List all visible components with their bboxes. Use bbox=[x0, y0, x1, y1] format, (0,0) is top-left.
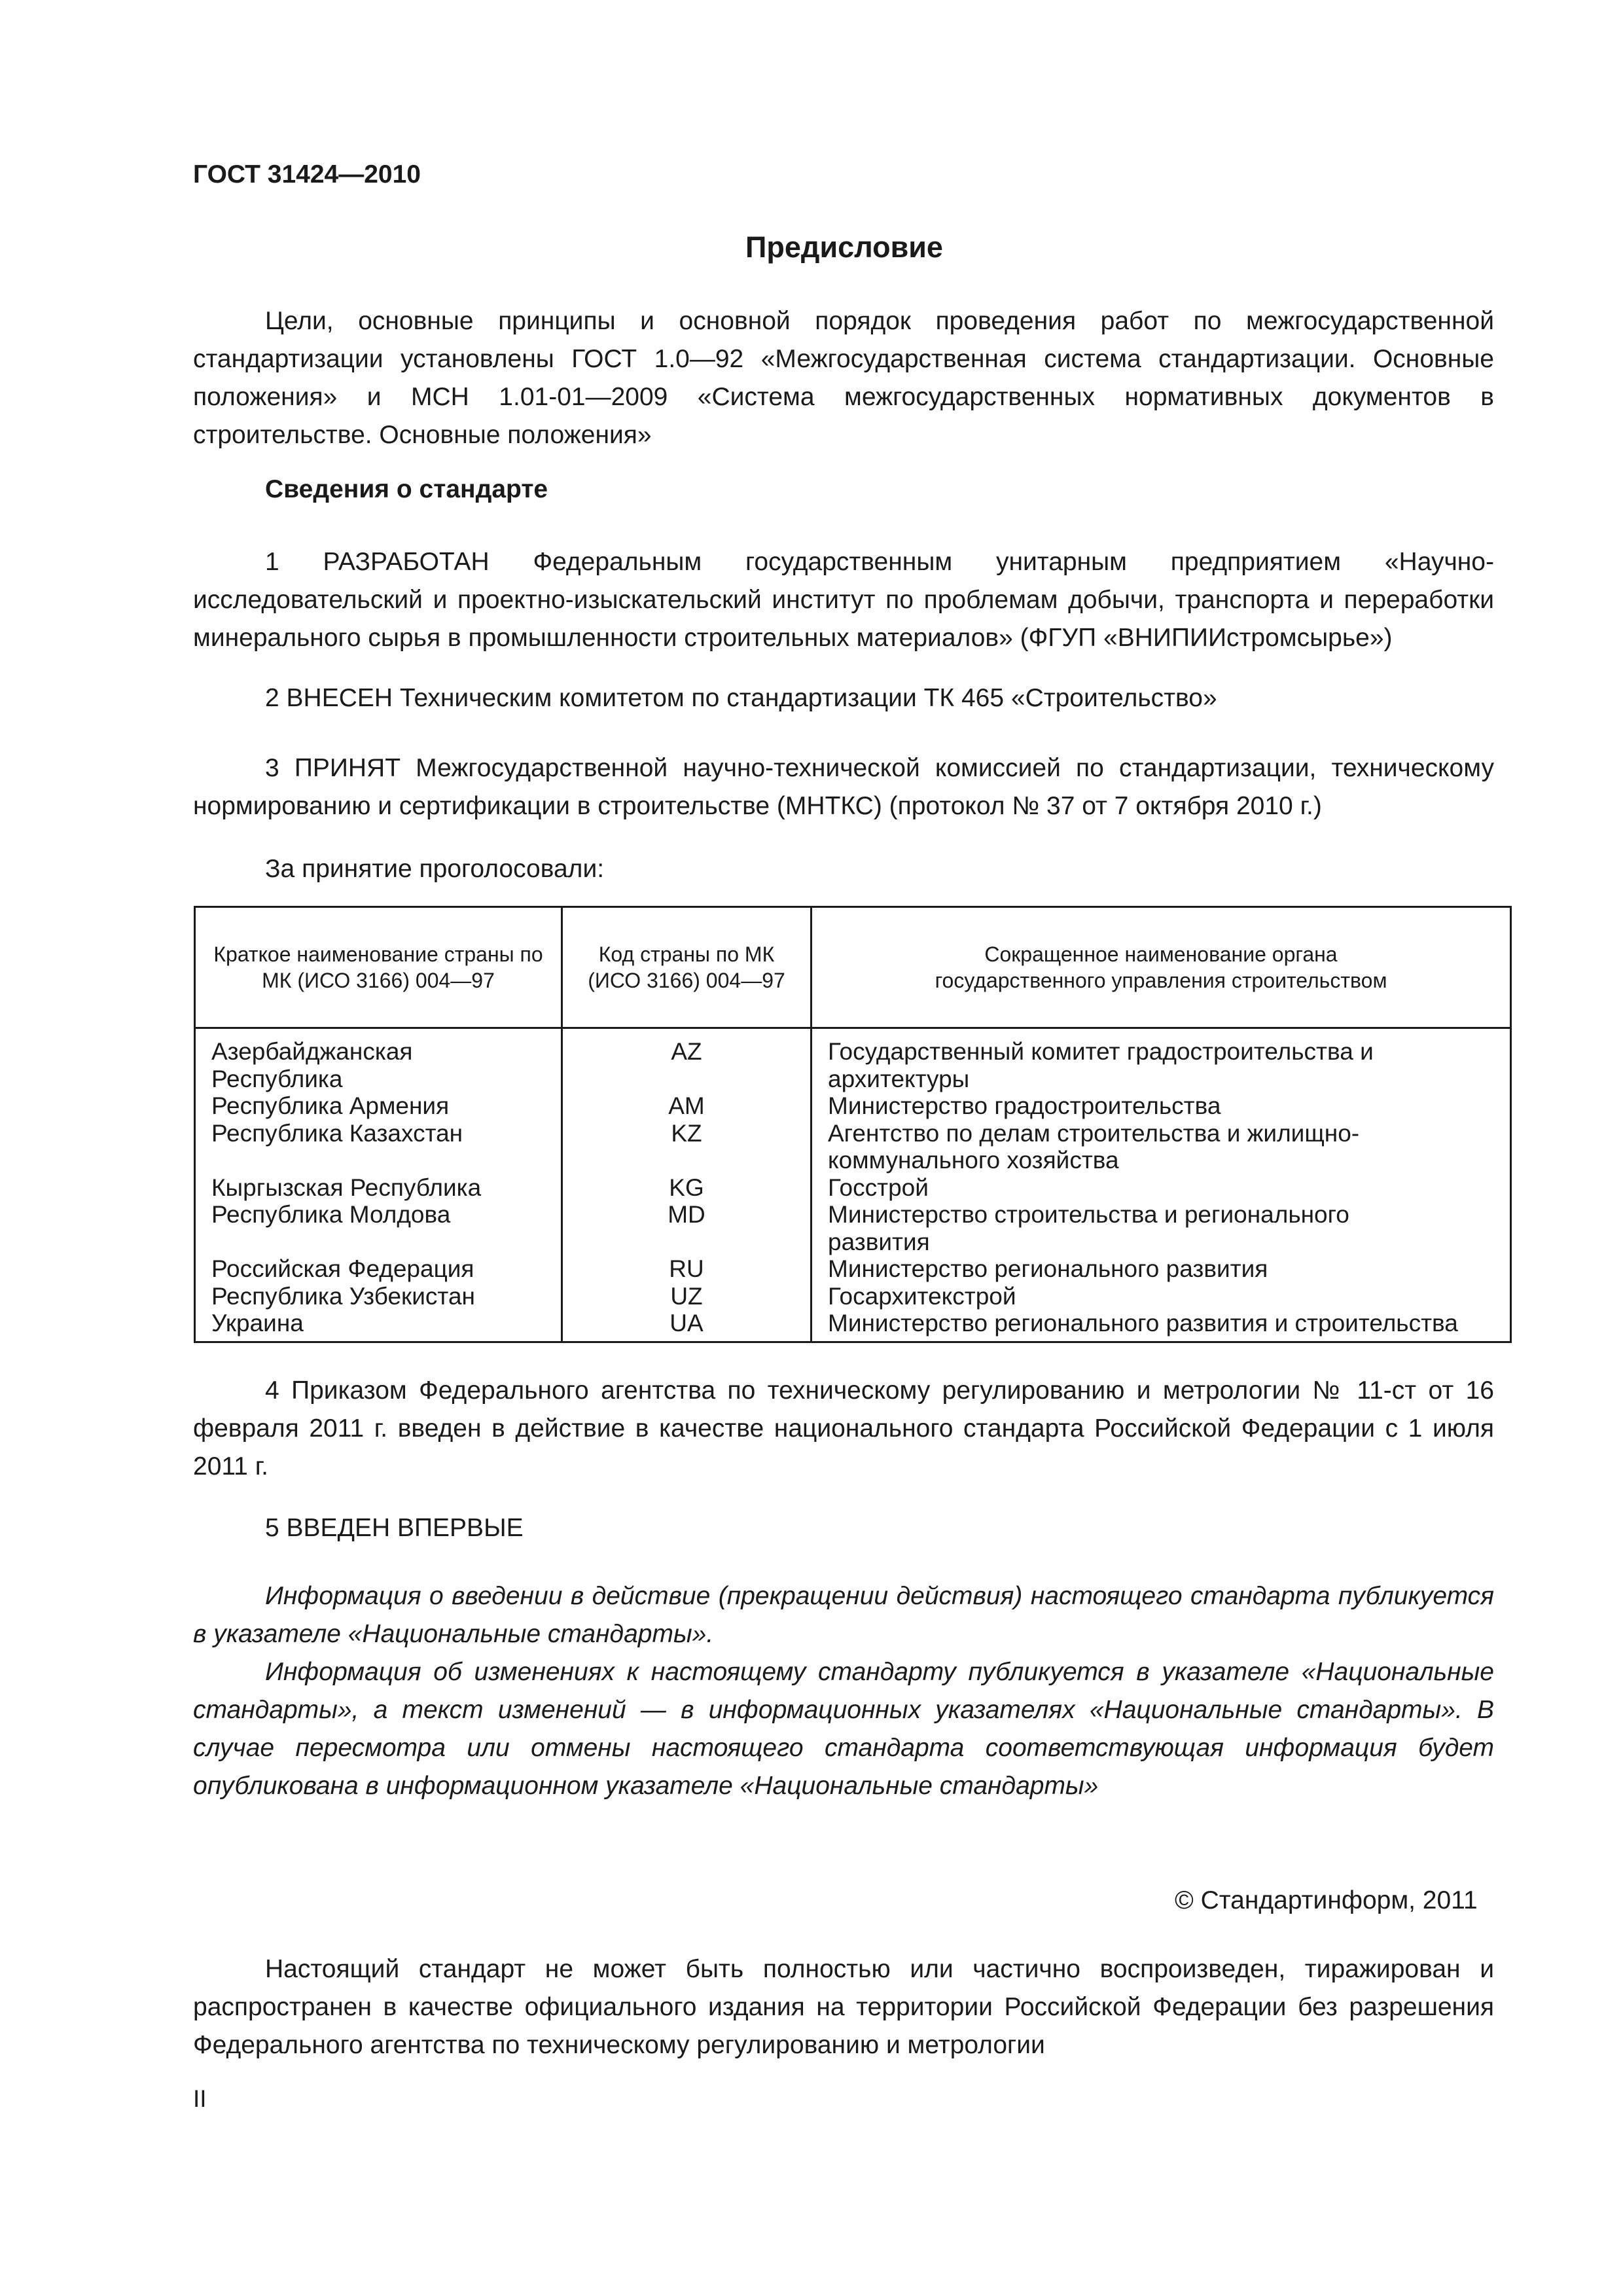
table-row bbox=[195, 1255, 1511, 1283]
country-cell: Республика Молдова bbox=[195, 1201, 562, 1255]
voted-label: За принятие проголосовали: bbox=[265, 855, 605, 883]
table-row bbox=[195, 1028, 1511, 1093]
header-country-name: Краткое наименование страны по МК (ИСО 3166) 004—97 bbox=[195, 907, 562, 1028]
authority-cell: Госархитекстрой bbox=[812, 1283, 1511, 1310]
copyright-line: © Стандартинформ, 2011 bbox=[1175, 1886, 1478, 1914]
country-cell: Российская Федерация bbox=[195, 1255, 562, 1283]
table-row bbox=[195, 1310, 1511, 1342]
item-4-text: 4 Приказом Федерального агентства по техническому регулированию и метрологии № 11-ст от 16 февраля 2011 г. введен в действие в качестве национального стандарта Российской Федерации с 1 июля 2011 г. bbox=[193, 1376, 1494, 1480]
table-row bbox=[195, 1120, 1511, 1174]
voting-countries-table bbox=[194, 906, 1512, 1343]
intro-paragraph bbox=[193, 302, 1494, 454]
item-4-paragraph bbox=[193, 1372, 1494, 1486]
table-header-row bbox=[195, 907, 1511, 1028]
code-cell: AZ bbox=[562, 1028, 812, 1093]
code-cell: RU bbox=[562, 1255, 812, 1283]
information-notes bbox=[193, 1577, 1494, 1805]
table-row bbox=[195, 1283, 1511, 1310]
item-3-text: 3 ПРИНЯТ Межгосударственной научно-технической комиссией по стандартизации, техническому нормированию и сертификации в строительстве (МНТКС) (протокол № 37 от 7 октября 2010 г.) bbox=[193, 754, 1494, 820]
code-cell: UA bbox=[562, 1310, 812, 1342]
code-cell: AM bbox=[562, 1092, 812, 1120]
authority-cell: Министерство строительства и регионального развития bbox=[812, 1201, 1511, 1255]
reproduction-notice bbox=[193, 1950, 1494, 2064]
header-authority: Сокращенное наименование органа государственного управления строительством bbox=[812, 907, 1511, 1028]
item-2-text: 2 ВНЕСЕН Техническим комитетом по стандартизации ТК 465 «Строительство» bbox=[265, 684, 1217, 712]
country-cell: Украина bbox=[195, 1310, 562, 1342]
reproduction-notice-text: Настоящий стандарт не может быть полностью или частично воспроизведен, тиражирован и распространен в качестве официального издания на территории Российской Федерации без разрешения Федерального агентства по техническому регулированию и метрологии bbox=[193, 1955, 1494, 2059]
item-1-text: 1 РАЗРАБОТАН Федеральным государственным унитарным предприятием «Научно-исследовательский и проектно-изыскательский институт по проблемам добычи, транспорта и переработки минерального сырья в промышленности строительных материалов» (ФГУП «ВНИПИИстромсырье») bbox=[193, 548, 1494, 652]
authority-cell: Министерство градостроительства bbox=[812, 1092, 1511, 1120]
info-note-1: Информация о введении в действие (прекращении действия) настоящего стандарта публикуется в указателе «Национальные стандарты». bbox=[193, 1582, 1494, 1648]
code-cell: KZ bbox=[562, 1120, 812, 1174]
document-code-header: ГОСТ 31424—2010 bbox=[193, 160, 421, 188]
authority-cell: Агентство по делам строительства и жилищно-коммунального хозяйства bbox=[812, 1120, 1511, 1174]
country-cell: Республика Узбекистан bbox=[195, 1283, 562, 1310]
code-cell: MD bbox=[562, 1201, 812, 1255]
item-5-text: 5 ВВЕДЕН ВПЕРВЫЕ bbox=[265, 1514, 524, 1542]
table-row bbox=[195, 1201, 1511, 1255]
intro-text: Цели, основные принципы и основной порядок проведения работ по межгосударственной стандартизации установлены ГОСТ 1.0—92 «Межгосударственная система стандартизации. Основные положения» и МСН 1.01-01—2009 «Система межгосударственных нормативных документов в строительстве. Основные положения» bbox=[193, 307, 1494, 449]
item-3-paragraph bbox=[193, 749, 1494, 825]
table-row bbox=[195, 1092, 1511, 1120]
country-cell: Республика Казахстан bbox=[195, 1120, 562, 1174]
country-cell: Азербайджанская Республика bbox=[195, 1028, 562, 1093]
item-1-paragraph bbox=[193, 543, 1494, 657]
authority-cell: Министерство регионального развития и строительства bbox=[812, 1310, 1511, 1342]
country-cell: Кыргызская Республика bbox=[195, 1174, 562, 1202]
code-cell: UZ bbox=[562, 1283, 812, 1310]
page-number: II bbox=[193, 2085, 207, 2112]
authority-cell: Государственный комитет градостроительства и архитектуры bbox=[812, 1028, 1511, 1093]
section-heading-standard-info: Сведения о стандарте bbox=[265, 475, 548, 503]
code-cell: KG bbox=[562, 1174, 812, 1202]
info-note-2: Информация об изменениях к настоящему стандарту публикуется в указателе «Национальные стандарты», а текст изменений — в информационных указателях «Национальные стандарты». В случае пересмотра или отмены настоящего стандарта соответствующая информация будет опубликована в информационном указателе «Национальные стандарты» bbox=[193, 1658, 1494, 1800]
table-row bbox=[195, 1174, 1511, 1202]
authority-cell: Министерство регионального развития bbox=[812, 1255, 1511, 1283]
header-country-code: Код страны по МК (ИСО 3166) 004—97 bbox=[562, 907, 812, 1028]
country-cell: Республика Армения bbox=[195, 1092, 562, 1120]
authority-cell: Госстрой bbox=[812, 1174, 1511, 1202]
page-title: Предисловие bbox=[745, 230, 943, 264]
